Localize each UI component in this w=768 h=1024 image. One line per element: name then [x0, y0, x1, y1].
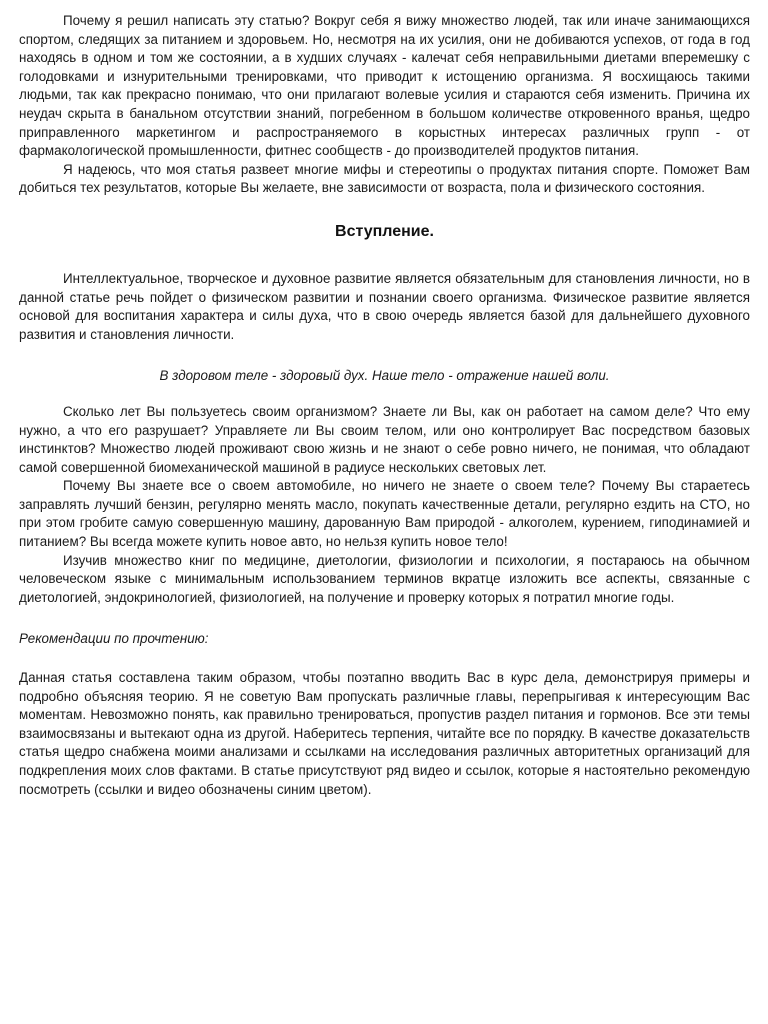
body-paragraph-2: Почему Вы знаете все о своем автомобиле, но ничего не знаете о своем теле? Почему Вы стараетесь заправлять лучший бензин, регулярно менять масло, покупать качественные детали, регулярно ездить на СТО, но при этом гробите самую совершенную машину, дарованную Вам природой - алкоголем, курением, гиподинамией и питанием? Вы всегда можете купить новое авто, но нельзя купить новое тело! — [19, 478, 750, 550]
body-paragraph-1: Сколько лет Вы пользуетесь своим организмом? Знаете ли Вы, как он работает на самом деле? Что ему нужно, а что его разрушает? Управляете ли Вы своим телом, или оно контролирует Вас посредством базовых инстинктов? Множество людей проживают свою жизнь и не знают о себе ровно ничего, не понимая, что обладают самой совершенной биомеханической машиной в радиусе нескольких световых лет. — [19, 403, 750, 475]
intro-paragraph-1: Почему я решил написать эту статью? Вокруг себя я вижу множество людей, так или иначе занимающихся спортом, следящих за питанием и здоровьем. Но, несмотря на их усилия, они не добиваются успехов, от года в год находясь в одном и том же состоянии, а в худших случаях - калечат себя неправильными диетами вперемешку с голодовками и изнурительными тренировками, что приводит к истощению организма. Я восхищаюсь такими людьми, так как прекрасно понимаю, что они прилагают волевые усилия и стараются себя изменить. Причина их неудач скрыта в банальном отсутствии знаний, погребенном в большом количестве откровенного вранья, щедро приправленного маркетингом и распространяемого в корыстных интересах различных групп - от фармакологической промышленности, фитнес сообществ - до производителей продуктов питания. — [19, 13, 750, 159]
reading-recommendations-subheading: Рекомендации по прочтению: — [19, 631, 209, 647]
body-paragraph-3: Изучив множество книг по медицине, диетологии, физиологии и психологии, я постараюсь на обычном человеческом языке с минимальным использованием терминов вкратце изложить все аспекты, связанные с диетологией, эндокринологией, физиологией, на получение и проверку которых я потратил многие годы. — [19, 552, 750, 605]
quote: В здоровом теле - здоровый дух. Наше тело - отражение нашей воли. — [159, 368, 610, 384]
intro-paragraph-2: Я надеюсь, что моя статья развеет многие мифы и стереотипы о продуктах питания спорте. Поможет Вам добиться тех результатов, которые Вы желаете, вне зависимости от возраста, пола и физического состояния. — [19, 161, 750, 196]
section-paragraph: Интеллектуальное, творческое и духовное развитие является обязательным для становления личности, но в данной статье речь пойдет о физическом развитии и познании своего организма. Физическое развитие является основой для воспитания характера и силы духа, что в свою очередь является базой для дальнейшего духовного развития и становления личности. — [19, 270, 750, 342]
final-paragraph: Данная статья составлена таким образом, чтобы поэтапно вводить Вас в курс дела, демонстрируя примеры и подробно объясняя теорию. Я не советую Вам пропускать различные главы, перепрыгивая к интересующим Вас моментам. Невозможно понять, как правильно тренироваться, пропустив раздел питания и гормонов. Все эти темы взаимосвязаны и вытекают одна из другой. Наберитесь терпения, читайте все по порядку. В качестве доказательств статья щедро снабжена моими анализами и ссылками на исследования различных авторитетных организаций для подкрепления моих слов фактами. В статье присутствуют ряд видео и ссылок, которые я настоятельно рекомендую посмотреть (ссылки и видео обозначены синим цветом). — [19, 670, 750, 797]
section-heading: Вступление. — [335, 222, 434, 240]
document-page — [19, 12, 750, 799]
